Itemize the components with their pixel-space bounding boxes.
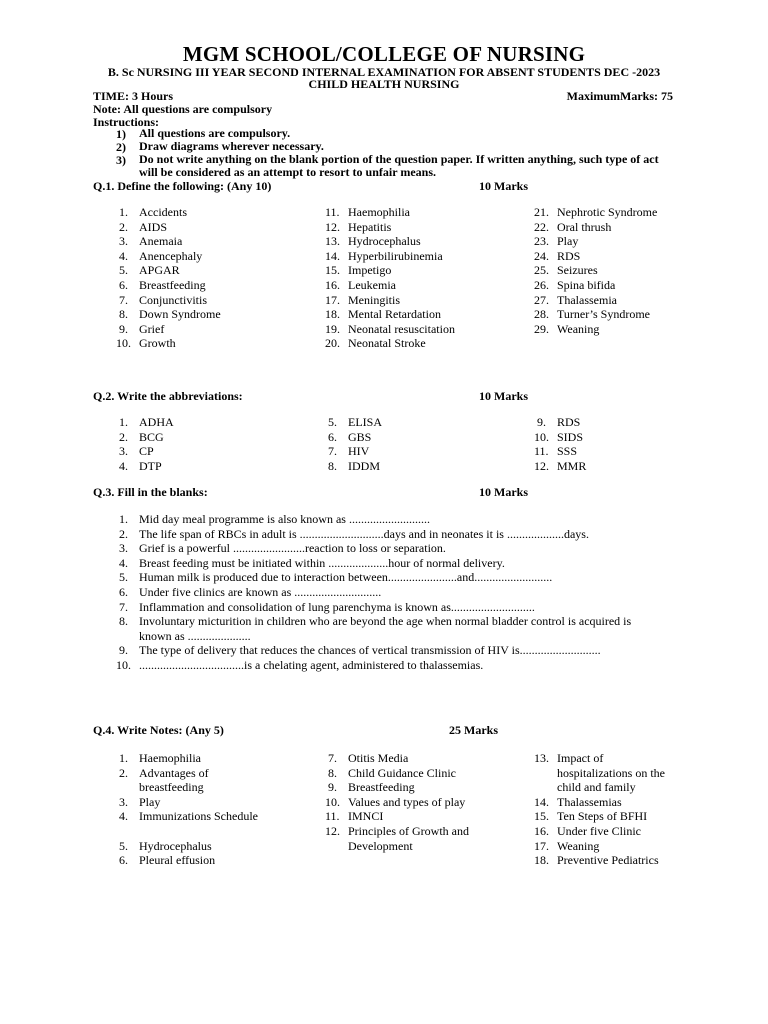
- item-text: ELISA: [348, 415, 382, 429]
- item-text: Involuntary micturition in children who are beyond the age when normal bladder control is acquired is known as .....................: [139, 614, 632, 643]
- item-number: 2.: [119, 429, 128, 444]
- item-number: 14.: [325, 248, 340, 263]
- item-text: Hydrocephalus: [348, 234, 421, 249]
- item-number: 15.: [534, 809, 549, 824]
- item-text: Weaning: [557, 321, 600, 336]
- item-text: Grief: [139, 321, 165, 336]
- item-number: 2.: [119, 526, 128, 541]
- item-number: 9.: [328, 780, 337, 795]
- q2-title: Q.2. Write the abbreviations:: [93, 389, 243, 403]
- item-number: 16.: [325, 278, 340, 292]
- item-number: 3.: [119, 444, 128, 459]
- item-number: 6.: [328, 429, 337, 444]
- item-number: 6.: [119, 585, 128, 599]
- item-text: Hepatitis: [348, 219, 392, 234]
- item-text: ...................................is a chelating agent, administered to thalassemias.: [139, 658, 484, 672]
- note-label: Note: All questions are compulsory: [93, 102, 273, 116]
- instruction-text: All questions are compulsory.: [139, 126, 291, 140]
- item-text: Child Guidance Clinic: [348, 765, 456, 780]
- q3-marks: 10 Marks: [479, 485, 528, 499]
- item-number: 25.: [534, 263, 549, 278]
- item-number: 7.: [328, 444, 337, 459]
- item-text: MMR: [557, 458, 587, 473]
- item-text: Mental Retardation: [348, 307, 441, 322]
- item-text: Thalassemias: [557, 794, 622, 809]
- item-number: 1.: [119, 751, 128, 765]
- item-text: SSS: [557, 444, 578, 459]
- item-text: Mid day meal programme is also known as ...........................: [139, 512, 430, 526]
- item-number: 12.: [325, 824, 340, 838]
- item-number: 9.: [119, 643, 128, 658]
- item-number: 28.: [534, 307, 549, 322]
- item-text: Otitis Media: [348, 751, 409, 765]
- item-number: 19.: [325, 321, 340, 336]
- q3-title: Q.3. Fill in the blanks:: [93, 485, 208, 499]
- instructions-label: Instructions:: [93, 115, 160, 129]
- item-text: IMNCI: [348, 809, 384, 824]
- q4-title: Q.4. Write Notes: (Any 5): [93, 723, 224, 737]
- instruction-text: Draw diagrams wherever necessary.: [139, 139, 324, 153]
- item-number: 18.: [325, 307, 340, 322]
- item-number: 26.: [534, 278, 549, 292]
- instruction-number: 2): [116, 140, 126, 154]
- item-text: Human milk is produced due to interaction between.......................and..........................: [139, 570, 553, 585]
- item-number: 21.: [534, 205, 549, 219]
- item-text: The type of delivery that reduces the chances of vertical transmission of HIV is...........................: [139, 643, 601, 658]
- item-number: 8.: [328, 765, 337, 780]
- item-text: Neonatal Stroke: [348, 336, 426, 351]
- subject-line: CHILD HEALTH NURSING: [308, 77, 460, 91]
- item-number: 22.: [534, 219, 549, 234]
- item-number: 4.: [119, 555, 128, 570]
- item-text: Anemaia: [139, 234, 183, 249]
- item-number: 5.: [119, 263, 128, 278]
- item-text: Turner’s Syndrome: [557, 307, 651, 322]
- item-text: Preventive Pediatrics: [557, 853, 659, 868]
- item-number: 6.: [119, 853, 128, 868]
- time-label: TIME: 3 Hours: [93, 89, 174, 103]
- item-number: 1.: [119, 512, 128, 526]
- item-text: APGAR: [139, 263, 180, 278]
- item-text: Breastfeeding: [348, 780, 415, 795]
- item-text: Neonatal resuscitation: [348, 321, 455, 336]
- item-text: Under five Clinic: [557, 824, 641, 838]
- item-text: Grief is a powerful ........................reaction to loss or separation.: [139, 541, 446, 556]
- item-number: 1.: [119, 415, 128, 429]
- item-number: 4.: [119, 248, 128, 263]
- item-number: 3.: [119, 541, 128, 556]
- item-text: CP: [139, 444, 154, 459]
- item-number: 12.: [325, 219, 340, 234]
- item-number: 7.: [328, 751, 337, 765]
- item-text: Oral thrush: [557, 219, 612, 234]
- item-number: 11.: [325, 205, 340, 219]
- item-text: Pleural effusion: [139, 853, 216, 868]
- item-number: 5.: [119, 570, 128, 585]
- exam-line: B. Sc NURSING III YEAR SECOND INTERNAL EXAMINATION FOR ABSENT STUDENTS DEC -2023: [107, 65, 661, 79]
- item-number: 10.: [116, 658, 131, 672]
- q1-title: Q.1. Define the following: (Any 10): [93, 179, 272, 193]
- item-text: Thalassemia: [557, 292, 617, 307]
- item-text: Anencephaly: [139, 248, 203, 263]
- item-number: 6.: [119, 278, 128, 292]
- item-number: 12.: [534, 458, 549, 473]
- item-number: 2.: [119, 765, 128, 780]
- item-text: IDDM: [348, 458, 380, 473]
- instruction-text: Do not write anything on the blank portion of the question paper. If written anything, such type of act will be considered as an attempt to resort to unfair means.: [139, 152, 659, 179]
- q1-marks: 10 Marks: [479, 179, 528, 193]
- item-number: 5.: [119, 838, 128, 853]
- item-text: SIDS: [557, 429, 584, 444]
- instruction-number: 3): [116, 153, 126, 167]
- item-text: Down Syndrome: [139, 307, 221, 322]
- item-text: Seizures: [557, 263, 598, 278]
- item-text: RDS: [557, 248, 581, 263]
- item-text: Values and types of play: [348, 794, 466, 809]
- item-text: Haemophilia: [139, 751, 201, 765]
- item-text: Haemophilia: [348, 205, 410, 219]
- item-number: 8.: [328, 458, 337, 473]
- item-number: 27.: [534, 292, 549, 307]
- item-text: Play: [557, 234, 579, 249]
- item-number: 2.: [119, 219, 128, 234]
- item-text: Hyperbilirubinemia: [348, 248, 443, 263]
- item-text: Conjunctivitis: [139, 292, 208, 307]
- item-text: Inflammation and consolidation of lung parenchyma is known as............................: [139, 599, 535, 614]
- item-number: 5.: [328, 415, 337, 429]
- item-number: 18.: [534, 853, 549, 868]
- item-text: Advantages of breastfeeding: [139, 765, 209, 795]
- item-text: BCG: [139, 429, 164, 444]
- item-number: 7.: [119, 292, 128, 307]
- item-number: 11.: [325, 809, 340, 824]
- item-text: Impact of hospitalizations on the child and family: [557, 751, 665, 795]
- item-text: Ten Steps of BFHI: [557, 809, 648, 824]
- item-text: Meningitis: [348, 292, 401, 307]
- item-text: AIDS: [139, 219, 168, 234]
- item-number: 16.: [534, 824, 549, 838]
- item-text: Immunizations Schedule: [139, 809, 258, 824]
- item-text: Accidents: [139, 205, 187, 219]
- item-number: 8.: [119, 614, 128, 629]
- item-number: 3.: [119, 234, 128, 249]
- item-number: 10.: [325, 794, 340, 809]
- school-title: MGM SCHOOL/COLLEGE OF NURSING: [182, 42, 586, 66]
- item-number: 13.: [534, 751, 549, 765]
- item-number: 9.: [119, 321, 128, 336]
- item-text: RDS: [557, 415, 581, 429]
- item-number: 20.: [325, 336, 340, 351]
- item-text: HIV: [348, 444, 370, 459]
- item-number: 8.: [119, 307, 128, 322]
- item-text: Breastfeeding: [139, 278, 206, 292]
- item-text: Weaning: [557, 838, 600, 853]
- item-number: 29.: [534, 321, 549, 336]
- item-text: Spina bifida: [557, 278, 616, 292]
- item-number: 4.: [119, 458, 128, 473]
- q2-marks: 10 Marks: [479, 389, 528, 403]
- item-number: 24.: [534, 248, 549, 263]
- max-marks-label: MaximumMarks: 75: [566, 89, 673, 103]
- item-number: 4.: [119, 809, 128, 824]
- item-number: 14.: [534, 794, 549, 809]
- item-text: Principles of Growth and Development: [348, 824, 469, 853]
- item-number: 17.: [534, 838, 549, 853]
- item-number: 17.: [325, 292, 340, 307]
- item-number: 10.: [534, 429, 549, 444]
- item-text: ADHA: [139, 415, 174, 429]
- item-number: 15.: [325, 263, 340, 278]
- item-number: 11.: [534, 444, 549, 459]
- item-number: 23.: [534, 234, 549, 249]
- item-number: 10.: [116, 336, 131, 351]
- item-text: Impetigo: [348, 263, 392, 278]
- item-number: 3.: [119, 794, 128, 809]
- item-text: Growth: [139, 336, 176, 351]
- item-number: 13.: [325, 234, 340, 249]
- item-text: GBS: [348, 429, 372, 444]
- item-number: 7.: [119, 599, 128, 614]
- instruction-number: 1): [116, 127, 126, 141]
- item-text: Breast feeding must be initiated within ....................hour of normal delivery.: [139, 555, 505, 570]
- item-number: 1.: [119, 205, 128, 219]
- q4-marks: 25 Marks: [449, 723, 498, 737]
- item-text: The life span of RBCs in adult is ............................days and in neonates it is ...................days.: [139, 526, 589, 541]
- item-text: Play: [139, 794, 161, 809]
- item-number: 9.: [537, 415, 546, 429]
- item-text: Leukemia: [348, 278, 396, 292]
- item-text: Under five clinics are known as .............................: [139, 585, 382, 599]
- item-text: DTP: [139, 458, 162, 473]
- item-text: Hydrocephalus: [139, 838, 212, 853]
- item-text: Nephrotic Syndrome: [557, 205, 658, 219]
